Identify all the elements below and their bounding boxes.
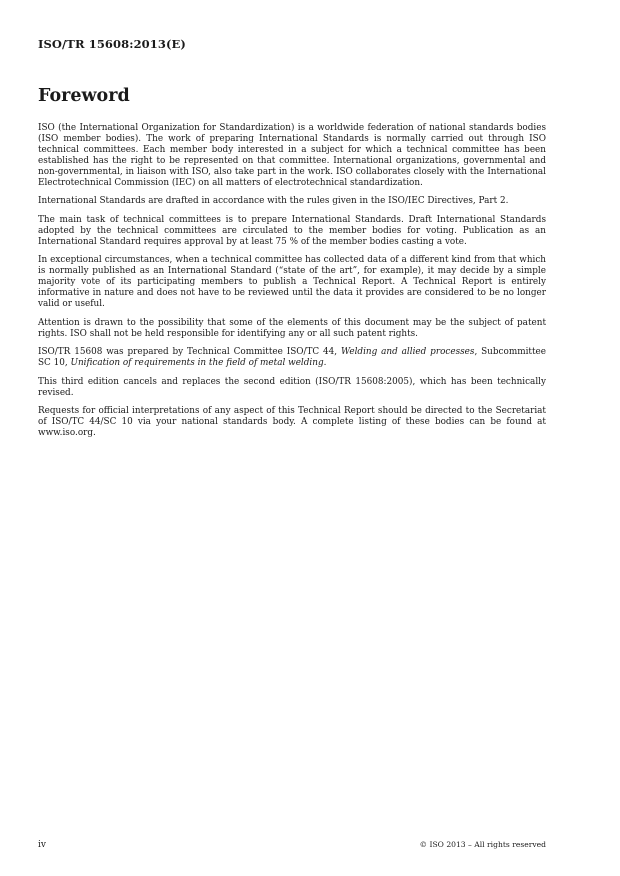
prepared-by-text-2: , Subcommittee SC 10, (38, 347, 546, 369)
prepared-by-text-1: ISO/TR 15608 was prepared by Technical Committee ISO/TC 44, (38, 347, 341, 358)
paragraph-patent-rights: Attention is drawn to the possibility that some of the elements of this document may be the subject of patent rights. ISO shall not be held responsible for identifying any or all such patent rights. (38, 317, 546, 339)
paragraph-iso-federation: ISO (the International Organization for Standardization) is a worldwide federation of national standards bodies (ISO member bodies). The work of preparing International Standards is normally carried out through ISO technical committees. Each member body interested in a subject for which a technical committee has been established has the right to be represented on that committee. International organizations, governmental and non-governmental, in liaison with ISO, also take part in the work. ISO collaborates closely with the International Electrotechnical Commission (IEC) on all matters of electrotechnical standardization. (38, 123, 546, 188)
paragraph-exceptional-circumstances: In exceptional circumstances, when a technical committee has collected data of a different kind from that which is normally published as an International Standard (“state of the art”, for example), it may decide by a simple majority vote of its participating members to publish a Technical Report. A Technical Report is entirely informative in nature and does not have to be reviewed until the data it provides are considered to be no longer valid or useful. (38, 255, 546, 310)
paragraph-technical-committees: The main task of technical committees is to prepare International Standards. Draft International Standards adopted by the technical committees are circulated to the member bodies for voting. Publication as an International Standard requires approval by at least 75 % of the member bodies casting a vote. (38, 214, 546, 247)
document-identifier: ISO/TR 15608:2013(E) (38, 37, 186, 51)
prepared-by-text-3: . (323, 358, 327, 369)
paragraph-edition: This third edition cancels and replaces the second edition (ISO/TR 15608:2005), which has been technically revised. (38, 376, 546, 398)
subcommittee-title: Unification of requirements in the field of metal welding (70, 358, 324, 369)
committee-title: Welding and allied processes (341, 347, 475, 358)
copyright-notice: © ISO 2013 – All rights reserved (419, 840, 546, 849)
paragraph-prepared-by (38, 347, 546, 369)
page-number: iv (38, 840, 46, 850)
section-title: Foreword (38, 86, 130, 106)
foreword-body (38, 123, 546, 447)
paragraph-requests: Requests for official interpretations of any aspect of this Technical Report should be directed to the Secretariat of ISO/TC 44/SC 10 via your national standards body. A complete listing of these bodies can be found at www.iso.org. (38, 406, 546, 439)
paragraph-directives: International Standards are drafted in accordance with the rules given in the ISO/IEC Directives, Part 2. (38, 196, 509, 207)
